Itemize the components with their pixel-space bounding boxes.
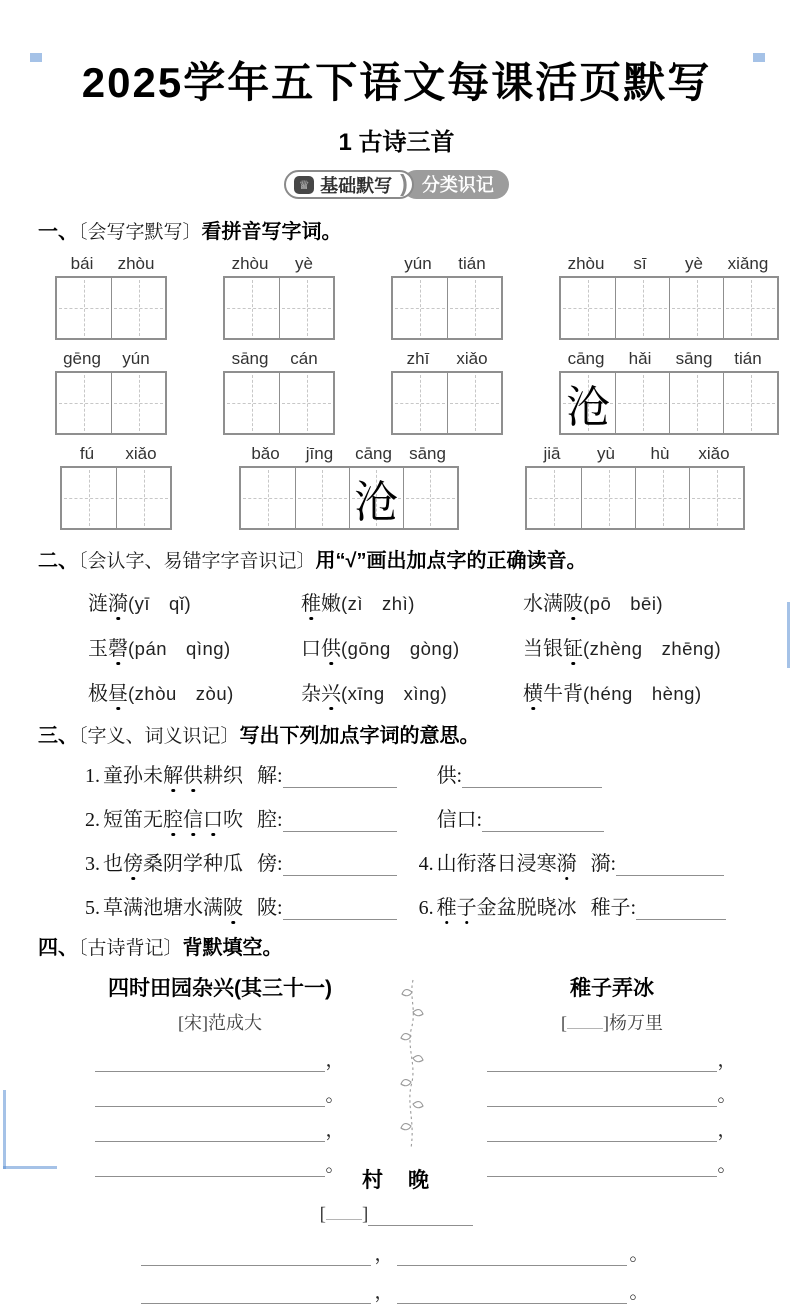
prefilled-char: 沧 <box>566 383 610 432</box>
item-number: 4. <box>418 853 434 875</box>
item-number: 5. <box>85 897 100 919</box>
pinyin-word-group <box>391 349 503 435</box>
pinyin-label: gēng <box>63 349 101 368</box>
character-grid <box>223 371 335 435</box>
answer-field <box>591 847 725 876</box>
punctuation: ， <box>325 1120 345 1141</box>
character-grid <box>223 276 335 340</box>
punctuation: ， <box>717 1050 737 1071</box>
section-poem-recitation <box>0 936 793 1302</box>
item-number: 6. <box>418 897 434 919</box>
verse-blank[interactable] <box>397 1242 627 1266</box>
section1-number: 一、 <box>38 221 78 243</box>
poem-line <box>0 1239 793 1264</box>
pinyin-labels <box>239 444 459 466</box>
hanzi-cell[interactable] <box>447 278 501 338</box>
hanzi-cell[interactable] <box>57 373 111 433</box>
answer-label: 稚子: <box>590 897 637 919</box>
pronunciation-item <box>301 587 523 616</box>
phrase: 2. 短笛无腔信口吹 <box>85 803 243 832</box>
pinyin-word-group <box>223 254 335 340</box>
hanzi-cell[interactable] <box>615 373 669 433</box>
verse-blank[interactable] <box>95 1083 325 1107</box>
pinyin-label: zhòu <box>117 254 155 273</box>
pinyin-label: zhī <box>406 349 430 368</box>
section1-label: 〔会写字默写〕 <box>78 222 202 243</box>
poem-author: [ ]杨万里 <box>561 1013 663 1033</box>
section3-instruction: 写出下列加点字词的意思。 <box>239 725 480 747</box>
character-grid <box>559 371 779 435</box>
hanzi-cell[interactable] <box>723 373 777 433</box>
print-mark <box>30 53 42 62</box>
pinyin-label: xiǎng <box>727 254 769 273</box>
word-with-dot: 当银钲 <box>523 638 583 660</box>
answer-field <box>257 759 397 788</box>
reading-options[interactable]: (héng hèng) <box>583 683 702 704</box>
item-number: 1. <box>85 765 100 787</box>
answer-label: 傍: <box>257 853 283 875</box>
pinyin-row <box>0 254 793 340</box>
vine-divider-icon <box>398 978 426 1150</box>
hanzi-cell[interactable] <box>225 373 279 433</box>
pinyin-word-group <box>55 349 167 435</box>
punctuation: 。 <box>629 1244 649 1265</box>
hanzi-cell[interactable] <box>403 468 457 528</box>
print-mark <box>787 602 790 668</box>
badge-primary <box>284 170 414 199</box>
section2-number: 二、 <box>38 550 78 572</box>
hanzi-cell[interactable] <box>669 278 723 338</box>
crown-badge-icon: ♕ <box>294 176 314 194</box>
answer-blank[interactable] <box>462 766 602 788</box>
reading-options[interactable]: (pán qìng) <box>128 638 231 659</box>
meaning-row <box>85 803 793 832</box>
phrase: 5. 草满池塘水满陂 <box>85 891 243 920</box>
character-grid <box>525 466 745 530</box>
verse-blank[interactable] <box>95 1153 325 1177</box>
poem-title: 四时田园杂兴(其三十一) <box>108 977 332 1000</box>
hanzi-cell[interactable] <box>723 278 777 338</box>
phrase: 6. 稚子金盆脱晓冰 <box>419 891 577 920</box>
verse-blank[interactable] <box>397 1280 627 1304</box>
print-mark <box>3 1166 57 1169</box>
pinyin-label: hù <box>650 444 670 463</box>
section4-header <box>38 936 793 961</box>
answer-blank[interactable] <box>482 810 604 832</box>
answer-label: 解: <box>257 765 283 787</box>
meaning-row <box>85 891 793 920</box>
poem-line <box>0 1277 793 1302</box>
pinyin-label: yún <box>122 349 150 368</box>
meaning-items <box>85 759 793 920</box>
pinyin-label: jiā <box>543 444 561 463</box>
hanzi-cell[interactable] <box>57 278 111 338</box>
section-word-meaning <box>0 724 793 920</box>
reading-options[interactable]: (zhèng zhēng) <box>583 638 722 659</box>
character-grid <box>239 466 459 530</box>
pinyin-labels <box>60 444 172 466</box>
answer-blank[interactable] <box>283 766 397 788</box>
verse-blank[interactable] <box>95 1048 325 1072</box>
pinyin-word-group <box>391 254 503 340</box>
pinyin-labels <box>55 254 167 276</box>
pinyin-label: tián <box>458 254 486 273</box>
poem-line <box>462 1150 762 1175</box>
pronunciation-item <box>88 677 301 706</box>
hanzi-cell[interactable] <box>635 468 689 528</box>
hanzi-cell[interactable] <box>116 468 170 528</box>
category-badge <box>0 170 793 199</box>
punctuation: 。 <box>629 1282 649 1303</box>
pinyin-label: xiǎo <box>698 444 730 463</box>
word-with-dot: 稚嫩 <box>301 593 341 615</box>
hanzi-cell[interactable] <box>279 373 333 433</box>
reading-options[interactable]: (xīng xìng) <box>341 683 448 704</box>
pinyin-label: bái <box>70 254 94 273</box>
punctuation: 。 <box>717 1155 737 1176</box>
hanzi-cell[interactable] <box>349 468 403 528</box>
pinyin-labels <box>391 349 503 371</box>
word-with-dot: 口供 <box>301 638 341 660</box>
pinyin-label: hǎi <box>628 349 652 368</box>
poem-line <box>70 1150 370 1175</box>
answer-label: 腔: <box>257 809 283 831</box>
pinyin-word-group <box>559 349 779 435</box>
pinyin-label: jīng <box>305 444 334 463</box>
hanzi-cell[interactable] <box>447 373 501 433</box>
pinyin-label: sāng <box>231 349 269 368</box>
meaning-row <box>85 759 793 788</box>
pinyin-labels <box>223 254 335 276</box>
verse-blank[interactable] <box>487 1153 717 1177</box>
reading-options[interactable]: (gōng gòng) <box>341 638 460 659</box>
hanzi-cell[interactable] <box>561 278 615 338</box>
answer-field <box>437 803 605 832</box>
pronunciation-item <box>88 632 301 661</box>
pronunciation-item <box>523 632 793 661</box>
badge-primary-label: 基础默写 <box>320 175 393 196</box>
pinyin-labels <box>223 349 335 371</box>
hanzi-cell[interactable] <box>62 468 116 528</box>
pinyin-word-group <box>60 444 172 530</box>
verse-blank[interactable] <box>487 1118 717 1142</box>
pinyin-label: tián <box>734 349 762 368</box>
poem-title: 稚子弄冰 <box>570 977 654 1000</box>
hanzi-cell[interactable] <box>527 468 581 528</box>
pinyin-label: yù <box>597 444 615 463</box>
verse-blank[interactable] <box>487 1048 717 1072</box>
pinyin-word-group <box>525 444 745 530</box>
punctuation: ， <box>374 1282 394 1303</box>
hanzi-cell[interactable] <box>615 278 669 338</box>
section4-instruction: 背默填空。 <box>182 937 283 959</box>
prefilled-char: 沧 <box>354 478 398 527</box>
pinyin-label: zhòu <box>231 254 269 273</box>
section3-number: 三、 <box>38 725 78 747</box>
answer-field <box>257 847 397 876</box>
verse-blank[interactable] <box>487 1083 717 1107</box>
punctuation: ， <box>325 1050 345 1071</box>
character-grid <box>55 371 167 435</box>
pinyin-label: bǎo <box>251 444 280 463</box>
dynasty-blank[interactable] <box>567 1011 603 1029</box>
section2-label: 〔会认字、易错字字音识记〕 <box>78 551 316 572</box>
page-title: 2025学年五下语文每课活页默写 <box>81 59 712 106</box>
character-grid <box>391 276 503 340</box>
verse-blank[interactable] <box>141 1242 371 1266</box>
punctuation: ， <box>717 1120 737 1141</box>
hanzi-cell[interactable] <box>279 278 333 338</box>
pinyin-label: yè <box>295 254 313 273</box>
answer-blank[interactable] <box>283 898 397 920</box>
punctuation: 。 <box>717 1085 737 1106</box>
poem-title: 村 晚 <box>362 1169 431 1192</box>
punctuation: ， <box>374 1244 394 1265</box>
pronunciation-items <box>88 587 793 706</box>
word-with-dot: 玉磬 <box>88 638 128 660</box>
hanzi-cell[interactable] <box>581 468 635 528</box>
word-with-dot: 水满陂 <box>523 593 583 615</box>
reading-options[interactable]: (zì zhì) <box>341 593 415 614</box>
pinyin-labels <box>559 254 779 276</box>
pinyin-label: yún <box>404 254 432 273</box>
hanzi-cell[interactable] <box>393 373 447 433</box>
verse-blank[interactable] <box>141 1280 371 1304</box>
poem-cunwan <box>0 1164 793 1302</box>
poem-line <box>70 1045 370 1070</box>
answer-field <box>257 891 397 920</box>
pinyin-label: sāng <box>409 444 446 463</box>
item-number: 2. <box>85 809 100 831</box>
poem-author: [宋]范成大 <box>178 1013 262 1033</box>
character-grid <box>559 276 779 340</box>
hanzi-cell[interactable] <box>295 468 349 528</box>
verse-blank[interactable] <box>95 1118 325 1142</box>
hanzi-cell[interactable] <box>111 373 165 433</box>
answer-label: 陂: <box>257 897 283 919</box>
reading-options[interactable]: (zhòu zòu) <box>128 683 234 704</box>
poem-sishitianyuan <box>70 972 370 1175</box>
reading-options[interactable]: (pō bēi) <box>583 593 664 614</box>
punctuation: 。 <box>325 1085 345 1106</box>
lesson-title: 1 古诗三首 <box>338 129 455 156</box>
pinyin-label: yè <box>685 254 703 273</box>
pinyin-word-group <box>239 444 459 530</box>
pinyin-labels <box>55 349 167 371</box>
worksheet-page <box>0 50 793 1303</box>
pinyin-word-group <box>55 254 167 340</box>
character-grid <box>391 371 503 435</box>
answer-blank[interactable] <box>636 898 726 920</box>
pronunciation-item <box>88 587 301 616</box>
pinyin-label: sāng <box>675 349 713 368</box>
pinyin-labels <box>525 444 745 466</box>
pinyin-label: cāng <box>355 444 392 463</box>
section3-header <box>38 724 793 749</box>
poem-line <box>462 1080 762 1105</box>
phrase: 1. 童孙未解供耕织 <box>85 759 243 788</box>
pronunciation-item <box>523 587 793 616</box>
hanzi-cell[interactable] <box>225 278 279 338</box>
word-with-dot: 涟漪 <box>88 593 128 615</box>
pinyin-label: cán <box>290 349 318 368</box>
print-mark <box>753 53 765 62</box>
character-grid <box>55 276 167 340</box>
hanzi-cell[interactable] <box>111 278 165 338</box>
character-grid <box>60 466 172 530</box>
pinyin-label: cāng <box>567 349 605 368</box>
poem-zhizinongbing <box>462 972 762 1175</box>
section4-label: 〔古诗背记〕 <box>78 938 183 959</box>
section1-header <box>38 220 793 245</box>
poem-author: [ ] <box>0 1202 793 1226</box>
pinyin-label: xiǎo <box>456 349 488 368</box>
pinyin-word-group <box>559 254 779 340</box>
answer-field <box>257 803 397 832</box>
poems-area <box>0 972 793 1176</box>
word-with-dot: 极昼 <box>88 683 128 705</box>
badge-secondary-label: 分类识记 <box>402 170 509 199</box>
poem-line <box>70 1080 370 1105</box>
phrase: 4. 山衔落日浸寒漪 <box>419 847 577 876</box>
pinyin-label: fú <box>79 444 95 463</box>
reading-options[interactable]: (yī qǐ) <box>128 593 192 614</box>
section-write-characters <box>0 220 793 530</box>
hanzi-cell[interactable] <box>669 373 723 433</box>
poem-line <box>462 1045 762 1070</box>
pinyin-label: zhòu <box>567 254 605 273</box>
answer-blank[interactable] <box>616 854 724 876</box>
answer-label: 漪: <box>590 853 617 875</box>
section-pronunciation <box>0 549 793 706</box>
hanzi-cell[interactable] <box>393 278 447 338</box>
punctuation: 。 <box>325 1155 345 1176</box>
word-with-dot: 杂兴 <box>301 683 341 705</box>
answer-blank[interactable] <box>283 810 397 832</box>
pronunciation-item <box>301 632 523 661</box>
hanzi-cell[interactable] <box>561 373 615 433</box>
answer-field <box>591 891 727 920</box>
answer-field <box>437 759 603 788</box>
answer-blank[interactable] <box>283 854 397 876</box>
badge-paren: ) <box>400 170 408 196</box>
meaning-row <box>85 847 793 876</box>
hanzi-cell[interactable] <box>241 468 295 528</box>
answer-label: 供: <box>436 765 463 787</box>
author-blank[interactable] <box>368 1206 473 1226</box>
section4-number: 四、 <box>38 937 78 959</box>
word-with-dot: 横牛背 <box>523 683 583 705</box>
answer-label: 信口: <box>436 809 483 831</box>
pinyin-label: xiǎo <box>125 444 157 463</box>
section3-label: 〔字义、词义识记〕 <box>78 726 240 747</box>
pinyin-row <box>0 349 793 435</box>
pronunciation-item <box>523 677 793 706</box>
pinyin-labels <box>391 254 503 276</box>
phrase: 3. 也傍桑阴学种瓜 <box>85 847 243 876</box>
poem-line <box>462 1115 762 1140</box>
poem-line <box>70 1115 370 1140</box>
dynasty-blank[interactable] <box>326 1202 362 1220</box>
section1-instruction: 看拼音写字词。 <box>201 221 342 243</box>
pronunciation-item <box>301 677 523 706</box>
pinyin-word-group <box>223 349 335 435</box>
hanzi-cell[interactable] <box>689 468 743 528</box>
pinyin-labels <box>559 349 779 371</box>
pinyin-label: sī <box>633 254 647 273</box>
item-number: 3. <box>85 853 100 875</box>
pinyin-grid-area <box>0 254 793 530</box>
section2-header <box>38 549 793 574</box>
pinyin-row <box>0 444 793 530</box>
section2-instruction: 用“√”画出加点字的正确读音。 <box>315 550 587 572</box>
